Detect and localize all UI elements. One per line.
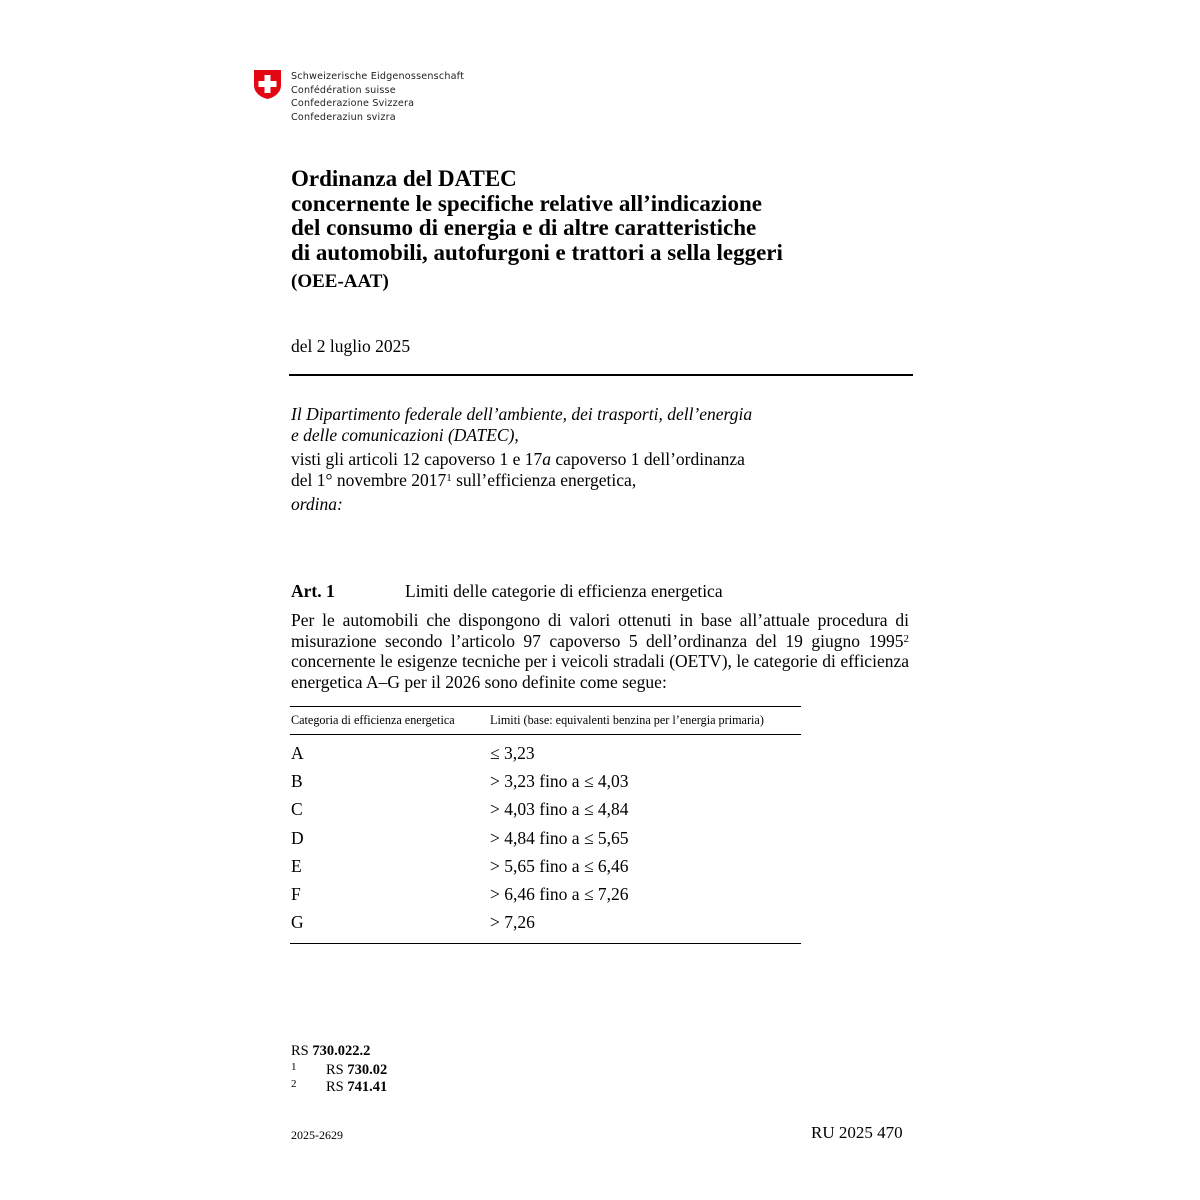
article-number: Art. 1 xyxy=(291,581,335,601)
footnote-number: 1 xyxy=(291,1061,297,1073)
table-header xyxy=(290,707,801,734)
preamble xyxy=(291,404,911,515)
legal-basis: visti gli articoli 12 capoverso 1 e 17a capoverso 1 dell’ordinanza xyxy=(291,449,745,469)
table-row: B > 3,23 fino a ≤ 4,03 xyxy=(291,771,629,792)
confederation-name-rm: Confederaziun svizra xyxy=(291,111,396,123)
title-line: di automobili, autofurgoni e trattori a sella leggeri xyxy=(291,239,783,265)
rs-reference: RS 730.022.2 xyxy=(291,1043,371,1059)
efficiency-category-table xyxy=(290,706,801,944)
legal-basis-cont: del 1° novembre 2017$^1$ sull’efficienza energetica, xyxy=(291,469,637,490)
authority-line: e delle comunicazioni (DATEC), xyxy=(291,424,519,445)
article-body: Per le automobili che dispongono di valori ottenuti in base all’attuale procedura di misurazione secondo l’articolo 97 capoverso 5 dell’ordinanza del 19 giugno 1995$^2$ concernente le esigenze tecniche per i veicoli stradali (OETV), le categorie di efficienza energetica A–G per il 2026 sono definite come segue: xyxy=(291,610,909,692)
table-rule xyxy=(290,943,801,944)
title-line: del consumo di energia e di altre caratteristiche xyxy=(291,215,757,240)
table-row: E > 5,65 fino a ≤ 6,46 xyxy=(291,855,629,876)
document-date: del 2 luglio 2025 xyxy=(291,336,411,356)
official-compilation-reference: RU 2025 470 xyxy=(811,1123,903,1142)
footnote-ref[interactable]: 1 xyxy=(446,471,452,484)
table-row: D > 4,84 fino a ≤ 5,65 xyxy=(291,827,629,848)
article-heading xyxy=(291,581,723,602)
swiss-cross-logo-icon xyxy=(253,69,282,100)
footnote-number: 2 xyxy=(291,1077,297,1090)
document-abbreviation: (OEE-AAT) xyxy=(291,271,389,292)
confederation-names xyxy=(291,70,464,124)
table-row: A ≤ 3,23 xyxy=(291,743,535,763)
document-number: 2025-2629 xyxy=(291,1128,343,1142)
confederation-name-it: Confederazione Svizzera xyxy=(291,98,415,109)
footnote-ref[interactable]: 2 xyxy=(903,632,909,645)
table-row: F > 6,46 fino a ≤ 7,26 xyxy=(291,883,629,904)
confederation-name-de: Schweizerische Eidgenossenschaft xyxy=(291,71,465,82)
confederation-name-fr: Confédération suisse xyxy=(291,84,396,96)
table-body xyxy=(290,735,801,943)
table-row: G > 7,26 xyxy=(291,912,535,933)
document-title xyxy=(291,167,931,265)
title-line: concernente le specifiche relative all’indicazione xyxy=(291,190,762,216)
title-line: Ordinanza del DATEC xyxy=(291,166,517,191)
column-header: Limiti (base: equivalenti benzina per l’energia primaria) xyxy=(490,713,764,727)
title-divider xyxy=(289,374,913,376)
ordina: ordina: xyxy=(291,494,343,514)
article-title: Limiti delle categorie di efficienza energetica xyxy=(405,581,723,601)
table-row: C > 4,03 fino a ≤ 4,84 xyxy=(291,799,629,820)
authority-line: Il Dipartimento federale dell’ambiente, dei trasporti, dell’energia xyxy=(291,404,753,424)
column-header: Categoria di efficienza energetica xyxy=(291,713,455,727)
